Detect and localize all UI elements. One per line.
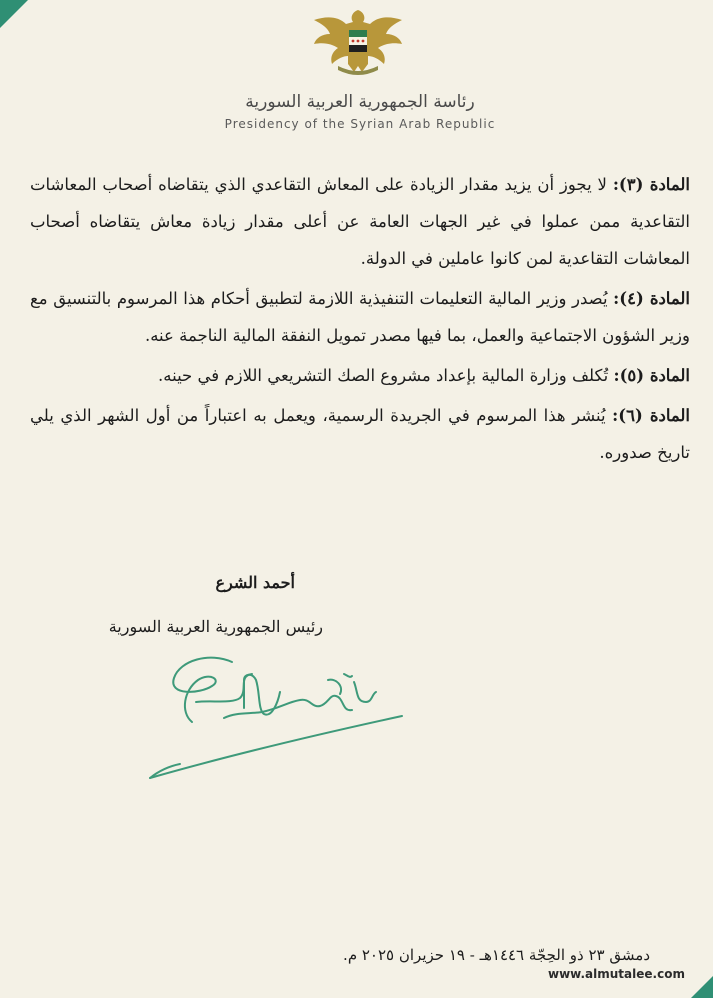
signer-title: رئيس الجمهورية العربية السورية <box>108 617 323 636</box>
article-title: المادة (٥): <box>613 366 690 385</box>
article-text: يُنشر هذا المرسوم في الجريدة الرسمية، ويعمل به اعتباراً من أول الشهر الذي يلي تاريخ صدوره. <box>30 406 690 462</box>
handwritten-signature-icon <box>140 650 420 785</box>
article-4 <box>30 280 690 354</box>
signer-name: أحمد الشرع <box>215 573 295 592</box>
issue-date: دمشق ٢٣ ذو الحِجّة ١٤٤٦هـ - ١٩ حزيران ٢٠٢٥ م. <box>343 946 650 964</box>
article-6 <box>30 397 690 471</box>
article-text: لا يجوز أن يزيد مقدار الزيادة على المعاش التقاعدي الذي يتقاضاه أصحاب المعاشات التقاعدية ممن عملوا في غير الجهات العامة عن أعلى مقدار زيادة معاش يتقاضاه أصحاب المعاشات التقاعدية لمن كانوا عاملين في الدولة. <box>30 175 690 268</box>
decree-body <box>30 166 690 474</box>
article-text: يُصدر وزير المالية التعليمات التنفيذية اللازمة لتطبيق أحكام هذا المرسوم بالتنسيق مع وزير الشؤون الاجتماعية والعمل، بما فيها مصدر تمويل النفقة المالية الناجمة عنه. <box>30 289 690 345</box>
article-title: المادة (٦): <box>612 406 690 425</box>
header-english-title: Presidency of the Syrian Arab Republic <box>224 117 496 131</box>
eagle-emblem-icon <box>308 2 408 82</box>
article-3 <box>30 166 690 277</box>
article-text: تُكلف وزارة المالية بإعداد مشروع الصك التشريعي اللازم في حينه. <box>158 366 609 385</box>
article-title: المادة (٣): <box>612 175 690 194</box>
header-arabic-title: رئاسة الجمهورية العربية السورية <box>245 92 475 112</box>
article-title: المادة (٤): <box>613 289 690 308</box>
source-watermark: www.almutalee.com <box>548 967 685 981</box>
article-5 <box>30 357 690 394</box>
